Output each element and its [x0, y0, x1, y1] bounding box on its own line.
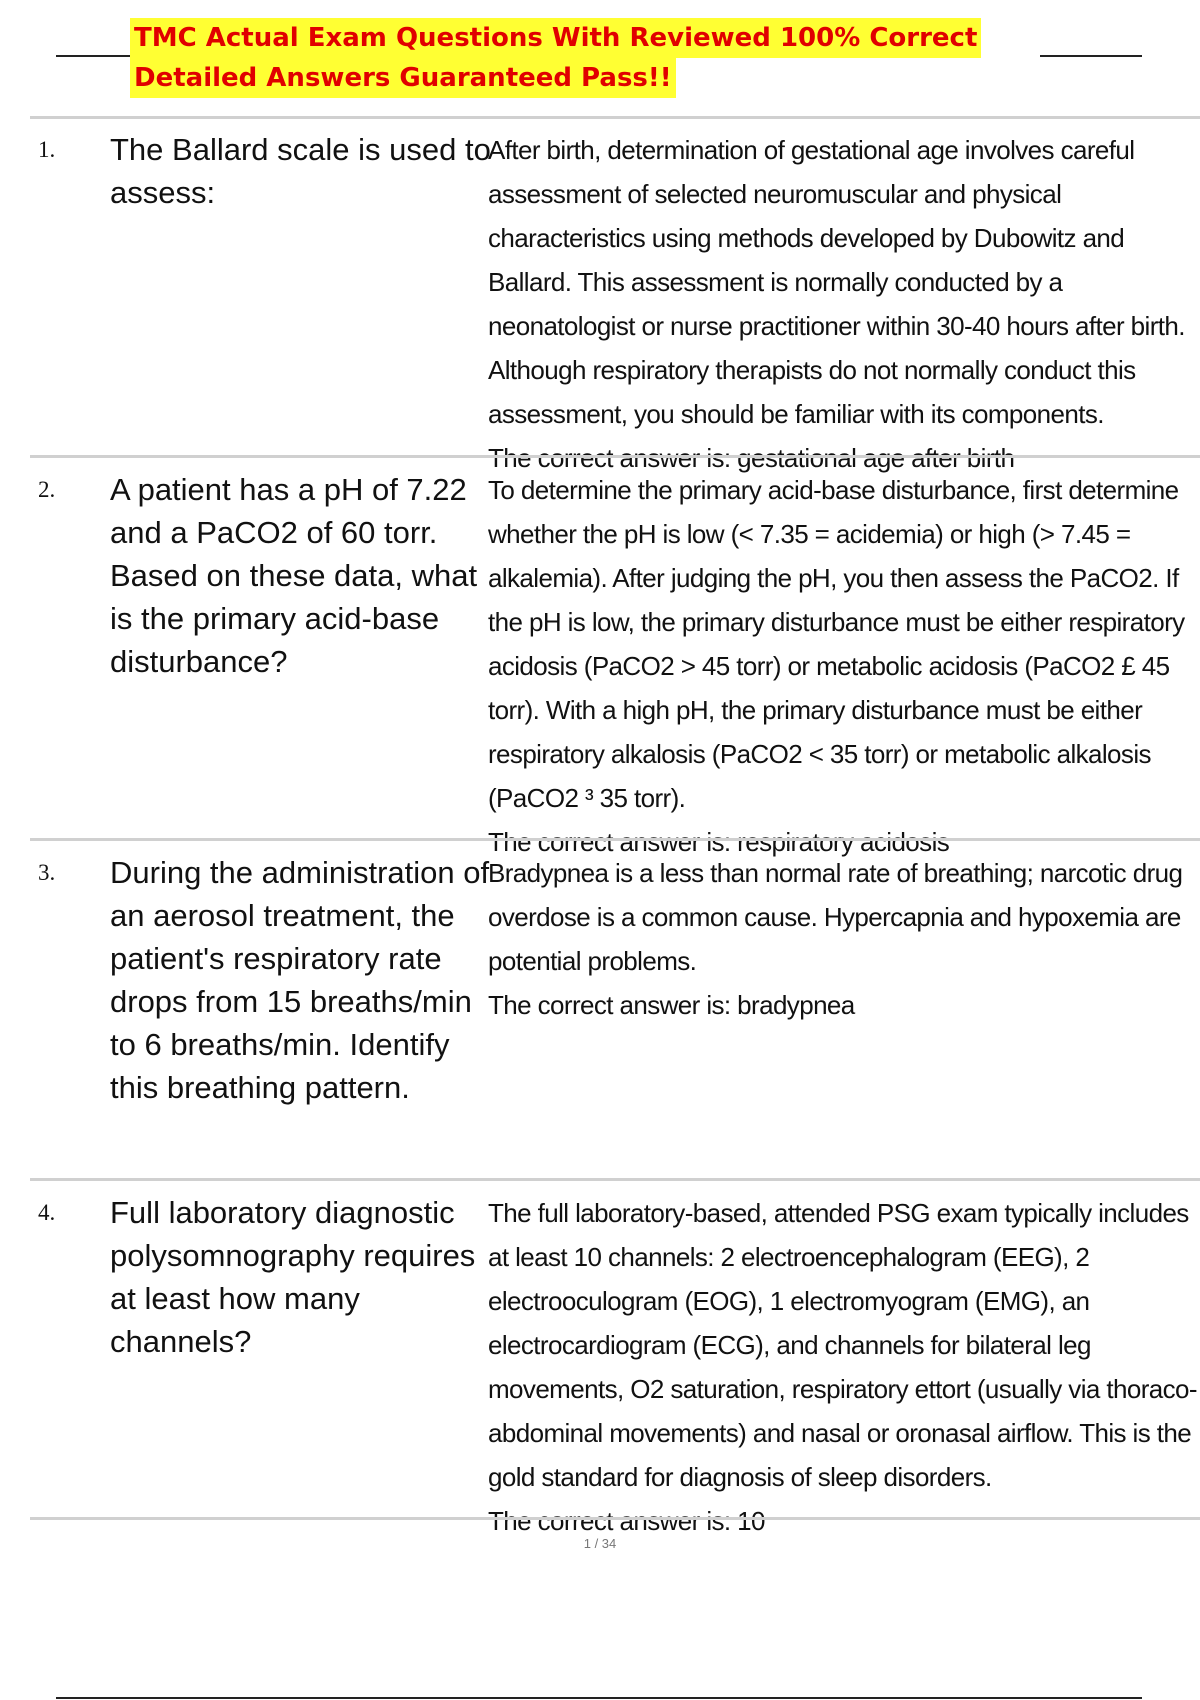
divider — [30, 838, 1200, 841]
question-number: 1. — [38, 137, 56, 162]
answer-block — [488, 468, 1200, 864]
document-title — [130, 18, 1040, 98]
question-text: Full laboratory diagnostic polysomnography requires at least how many channels? — [110, 1195, 476, 1359]
question-number: 2. — [38, 477, 56, 502]
footer-rule — [56, 1697, 1142, 1699]
answer-block — [488, 128, 1200, 480]
divider — [30, 116, 1200, 119]
answer-explanation: To determine the primary acid-base disturbance, first determine whether the pH is low (< 7.35 = acidemia) or high (> 7.45 = alkalemia). After judging the pH, you then assess the PaCO2. If the pH is low, the primary disturbance must be either respiratory acidosis (PaCO2 > 45 torr) or metabolic acidosis (PaCO2 £ 45 torr). With a high pH, the primary disturbance must be either respiratory alkalosis (PaCO2 < 35 torr) or metabolic alkalosis (PaCO2 ³ 35 torr). — [488, 475, 1185, 813]
answer-block — [488, 851, 1200, 1027]
title-line-2: Detailed Answers Guaranteed Pass!! — [130, 58, 676, 98]
divider — [30, 1178, 1200, 1181]
question-number: 4. — [38, 1200, 56, 1225]
divider — [30, 455, 1200, 458]
answer-explanation: The full laboratory-based, attended PSG exam typically includes at least 10 channels: 2 electroencephalogram (EEG), 2 electrooculogram (EOG), 1 electromyogram (EMG), an electrocardiogram (ECG), and channels for bilateral leg movements, O2 saturation, respiratory ettort (usually via thoraco-abdominal movements) and nasal or oronasal airflow. This is the gold standard for diagnosis of sleep disorders. — [488, 1198, 1197, 1492]
correct-answer: The correct answer is: 10 — [488, 1506, 765, 1536]
header-rule-right — [1040, 55, 1142, 57]
correct-answer: The correct answer is: respiratory acidosis — [488, 827, 950, 857]
page-number: 1 / 34 — [583, 1536, 617, 1551]
divider — [30, 1517, 1200, 1520]
answer-block — [488, 1191, 1200, 1543]
header-rule-left — [56, 55, 130, 57]
question-text: The Ballard scale is used to assess: — [110, 132, 491, 210]
correct-answer: The correct answer is: gestational age after birth — [488, 443, 1015, 473]
answer-explanation: Bradypnea is a less than normal rate of breathing; narcotic drug overdose is a common cause. Hypercapnia and hypoxemia are potential problems. — [488, 858, 1183, 976]
question-number: 3. — [38, 860, 56, 885]
answer-explanation: After birth, determination of gestational age involves careful assessment of selected neuromuscular and physical characteristics using methods developed by Dubowitz and Ballard. This assessment is normally conducted by a neonatologist or nurse practitioner within 30-40 hours after birth. Although respiratory therapists do not normally conduct this assessment, you should be familiar with its components. — [488, 135, 1185, 429]
question-text: A patient has a pH of 7.22 and a PaCO2 of 60 torr. Based on these data, what is the primary acid-base disturbance? — [110, 472, 478, 679]
question-text: During the administration of an aerosol treatment, the patient's respiratory rate drops from 15 breaths/min to 6 breaths/min. Identify this breathing pattern. — [110, 855, 490, 1105]
title-line-1: TMC Actual Exam Questions With Reviewed 100% Correct — [130, 18, 981, 58]
correct-answer: The correct answer is: bradypnea — [488, 990, 855, 1020]
